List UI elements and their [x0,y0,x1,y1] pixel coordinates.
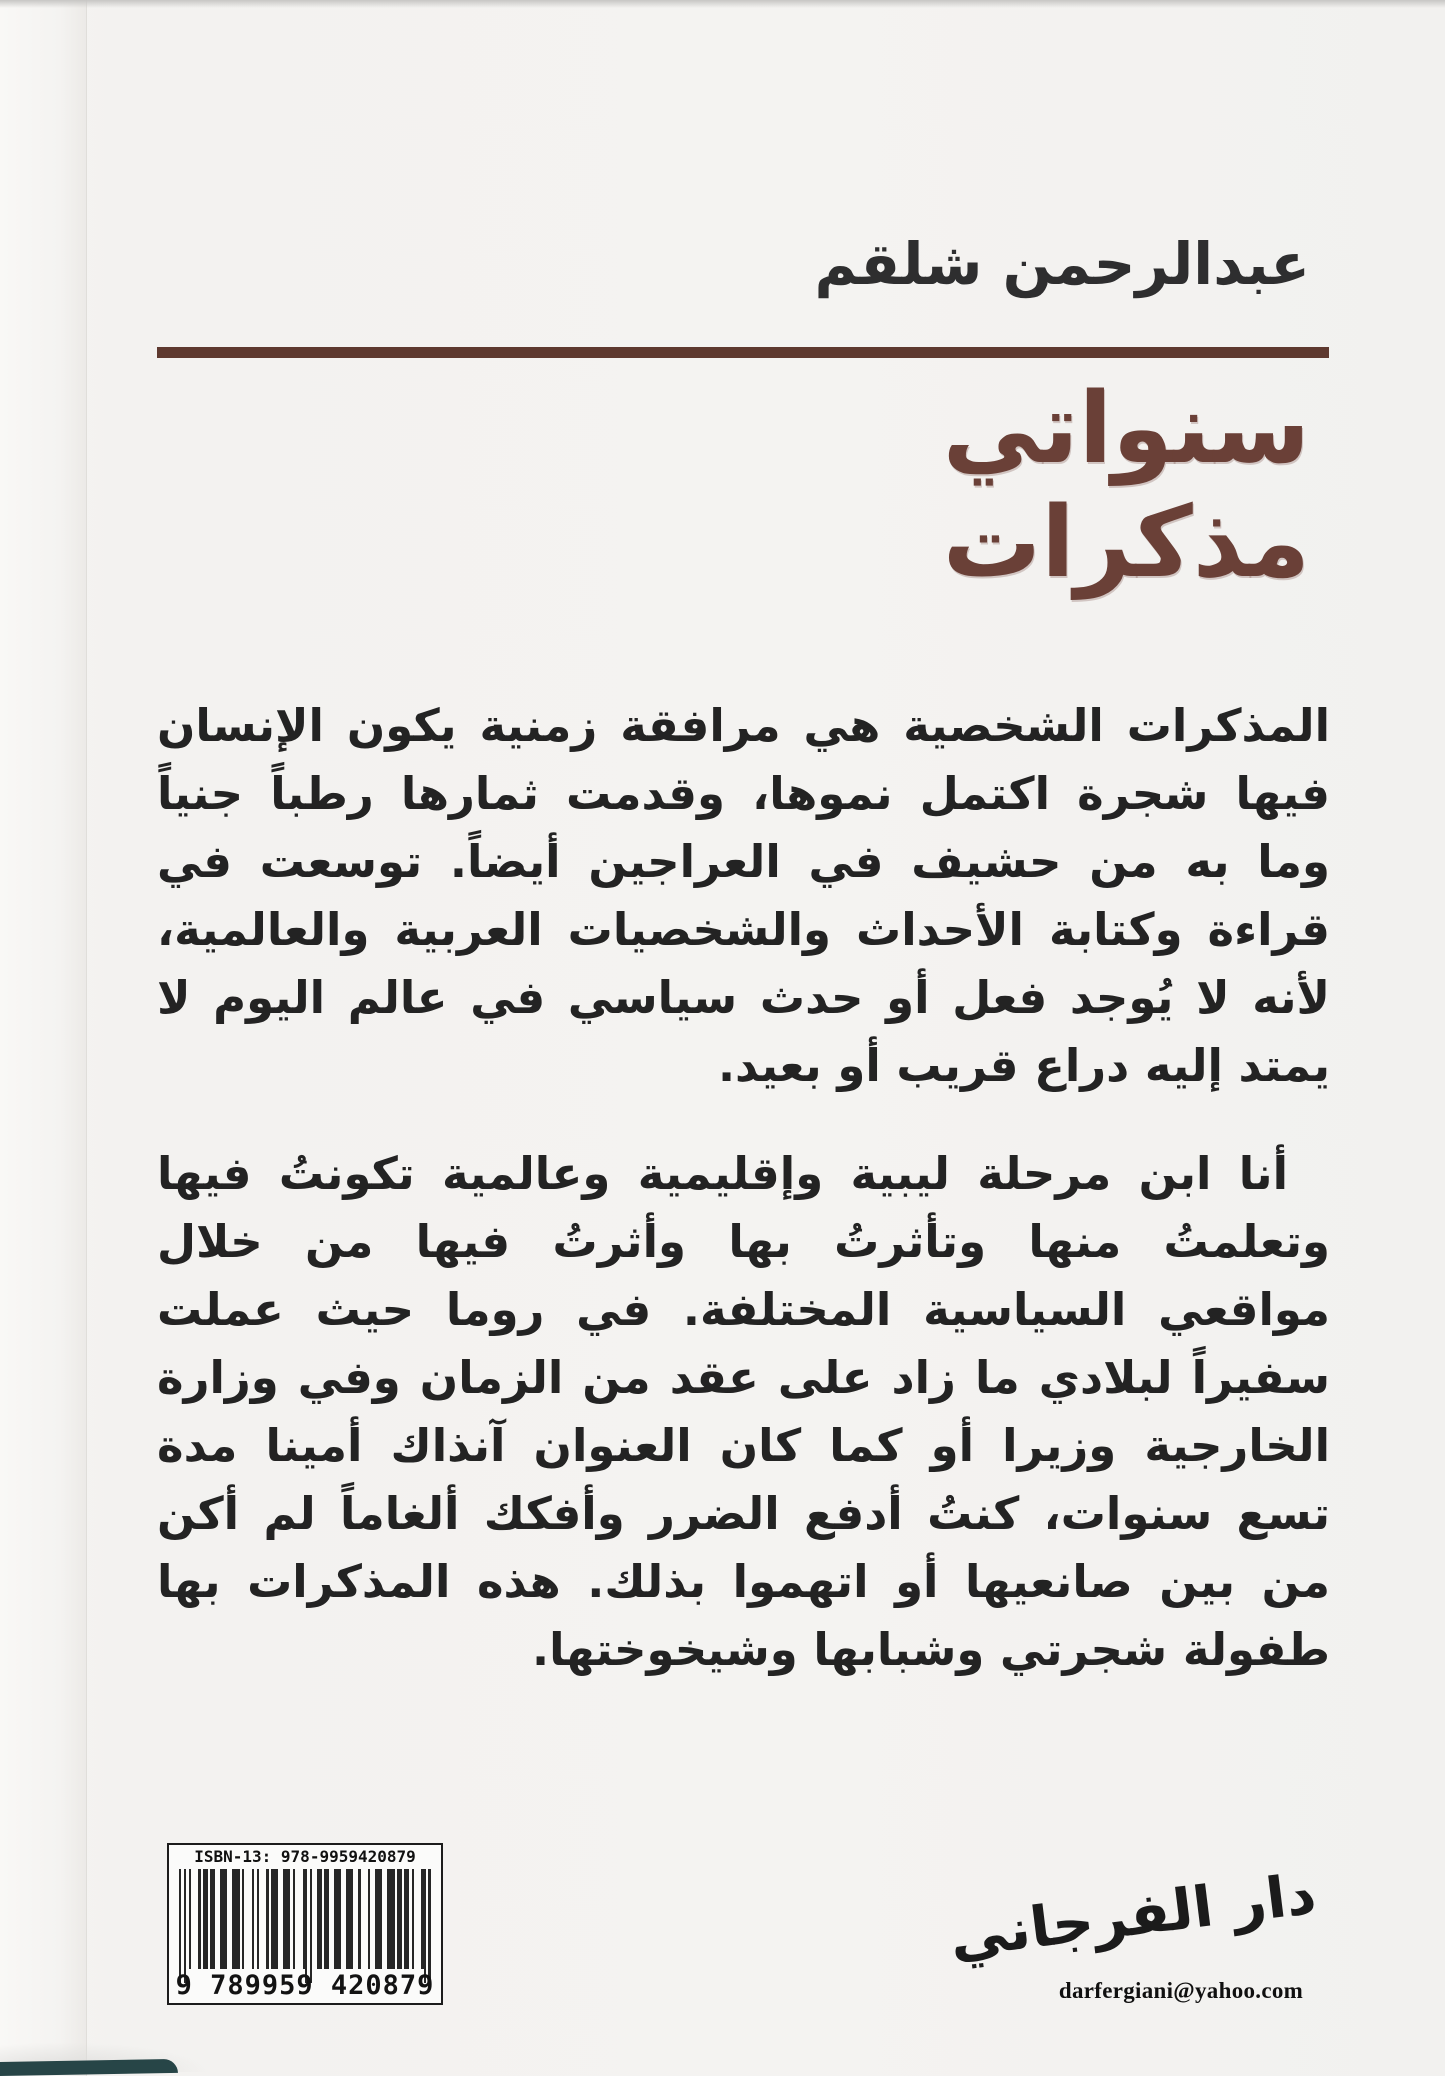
isbn-barcode-block [167,1843,443,2005]
barcode-bar [220,1869,227,1969]
cover-left-edge [0,0,87,2076]
barcode-bar [232,1869,239,1969]
barcode-bar [283,1869,290,1969]
book-title [943,372,1310,600]
barcode-bar [428,1869,430,1983]
barcode-bar [271,1869,278,1969]
barcode-bar [346,1869,353,1969]
barcode-space [361,1869,368,1969]
publisher-mark [946,1856,1320,2004]
blurb-paragraph-1: المذكرات الشخصية هي مرافقة زمنية يكون الإنسان فيها شجرة اكتمل نموها، وقدمت ثمارها رطباً جنياً وما به من حشيف في العراجين أيضاً. توسعت في قراءة وكتابة الأحداث والشخصيات العربية والعالمية، لأنه لا يُوجد فعل أو حدث سياسي في عالم اليوم لا يمتد إليه دراع قريب أو بعيد. [157,699,1330,1092]
author-name: عبدالرحمن شلقم [814,230,1310,298]
barcode-bar [334,1869,341,1969]
barcode-image [179,1869,431,1969]
barcode-bar [375,1869,382,1969]
barcode-space [414,1869,421,1969]
barcode-bar [387,1869,394,1969]
blurb-paragraph-2: أنا ابن مرحلة ليبية وإقليمية وعالمية تكونتُ فيها وتعلمتُ منها وتأثرتُ بها وأثرتُ فيها من خلال مواقعي السياسية المختلفة. في روما حيث عملت سفيراً لبلادي ما زاد على عقد من الزمان وفي وزارة الخارجية وزيرا أو كما كان العنوان آنذاك أمينا مدة تسع سنوات، كنتُ أدفع الضرر وأفكك ألغاماً لم أكن من بين صانعيها أو اتهموا بذلك. هذه المذكرات بها طفولة شجرتي وشبابها وشيخوختها. [157,1147,1330,1676]
barcode-space [191,1869,198,1969]
isbn-label: ISBN-13: 978-9959420879 [194,1847,416,1866]
back-cover-blurb [157,692,1330,1684]
book-title-line2: مذكرات [942,486,1310,600]
scan-top-shadow [0,0,1445,8]
scan-corner-edge [0,2059,178,2076]
publisher-email: darfergiani@yahoo.com [1058,1978,1304,2003]
book-title-line1: سنواتي [942,372,1310,486]
barcode-space [259,1869,266,1969]
barcode-space [295,1869,302,1969]
publisher-logo-calligraphy: دار الفرجاني [946,1861,1320,1972]
barcode-space [244,1869,251,1969]
isbn-digits: 9 789959 420879 [175,1970,435,2001]
title-divider-rule [157,347,1329,358]
